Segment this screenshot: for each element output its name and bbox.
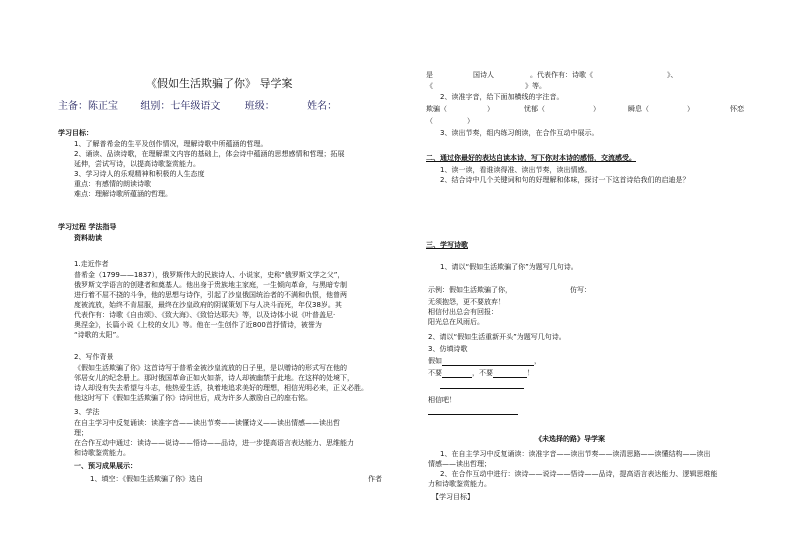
author-line bbox=[58, 100, 337, 113]
believe-label: 相信吧！ bbox=[428, 396, 456, 404]
road-method bbox=[428, 449, 717, 489]
author-intro-line: 进行着不屈不挠的斗争，他的思想与诗作，引起了沙皇俄国统治者的不满和仇恨，他曾两 bbox=[74, 291, 347, 299]
road-line: 力和诗歌鉴赏能力。 bbox=[428, 480, 491, 488]
imitate-if-line: 假如 ， bbox=[428, 357, 541, 365]
author-label: 主备： bbox=[58, 101, 88, 112]
fill-q1-line2 bbox=[426, 81, 546, 91]
road-objectives-heading: 【学习目标】 bbox=[432, 493, 474, 501]
write-poem-q3: 3、仿填诗歌 bbox=[428, 345, 468, 353]
write-poem-q1: 1、请以“假如生活欺骗了你”为题写几句诗。 bbox=[440, 263, 578, 271]
text-representative-works: 。代表作有：诗歌《 bbox=[530, 71, 593, 79]
objective-item: 难点：理解诗歌所蕴涵的哲理。 bbox=[74, 190, 172, 198]
preview-heading: 一、预习成果展示： bbox=[74, 462, 137, 470]
answer-line[interactable] bbox=[428, 414, 518, 415]
road-title: 《未选择的路》导学案 bbox=[535, 435, 605, 443]
left-page-title: 《假如生活欺骗了你》 导学案 bbox=[146, 77, 293, 90]
objective-item: 重点：有感情的朗读诗歌 bbox=[74, 180, 151, 188]
text-country-poet: 国诗人 bbox=[473, 71, 494, 79]
blank[interactable] bbox=[442, 357, 534, 366]
section-2-list bbox=[440, 165, 689, 185]
author-intro-line: “诗歌的太阳”。 bbox=[74, 331, 124, 339]
section-2-item: 1、读一读，看谁读得准、读出节奏，读出情感。 bbox=[440, 166, 592, 174]
paren-close: ） bbox=[467, 117, 474, 125]
paren-close: ） bbox=[687, 105, 694, 113]
example-poem bbox=[428, 297, 505, 327]
background-text bbox=[74, 363, 368, 403]
word-huailian: 怀恋 bbox=[730, 105, 744, 113]
blank[interactable] bbox=[493, 369, 527, 378]
text-not2: ，不要 bbox=[472, 369, 493, 377]
author-intro-line: 度被流放，始终不肯屈服，最终在沙皇政府的阴谋策划下与人决斗而死，年仅38岁。其 bbox=[74, 301, 342, 309]
pinyin-question: 2、读准字音，给下面加横线的字注音。 bbox=[440, 93, 564, 101]
background-line: 诗人却没有失去希望与斗志，他热爱生活，执着地追求美好的理想，相信光明必来，正义必胜。 bbox=[74, 384, 368, 392]
blank[interactable] bbox=[442, 369, 472, 378]
objective-item: 1、了解普希金的生平及创作情况，理解诗歌中所蕴涵的哲理。 bbox=[74, 140, 268, 148]
rhythm-question: 3、读出节奏，组内练习朗读，在合作互动中展示。 bbox=[440, 129, 599, 137]
group-label: 组别： bbox=[140, 101, 171, 112]
background-line: 《假如生活欺骗了你》这首诗写于普希金被沙皇流放的日子里，是以赠诗的形式写在他的 bbox=[74, 364, 347, 372]
imitate-not-line: 不要 ，不要 ！ bbox=[428, 369, 534, 377]
example-line: 相信付出总会有回报： bbox=[428, 308, 498, 316]
background-heading: 2、写作背景 bbox=[74, 353, 114, 361]
objective-item: 3、学习诗人的乐观精神和积极的人生态度 bbox=[74, 170, 205, 178]
objective-item: 2、诵读、品读诗歌，在理解课文内容的基础上，体会诗中蕴涵的思想感情和哲理；拓展 bbox=[74, 150, 345, 158]
imitate-label: 仿写： bbox=[570, 286, 591, 294]
section-3-heading: 三、学写诗歌 bbox=[426, 241, 468, 249]
road-line: 情感——读出哲理； bbox=[428, 460, 491, 468]
answer-line[interactable] bbox=[440, 388, 524, 389]
paren-close: ） bbox=[593, 105, 600, 113]
background-line: 邻居女儿的纪念册上。那时俄国革命正如火如荼，诗人却被幽禁于此地。在这样的处境下， bbox=[74, 374, 354, 382]
section-2-item: 2、结合诗中几个关键词和句的好理解和体味，探讨一下这首诗给我们的启迪是？ bbox=[440, 176, 690, 184]
author-intro-heading: 1.走近作者 bbox=[74, 260, 109, 268]
pinyin-row-2 bbox=[426, 116, 474, 126]
materials-heading: 资料助读 bbox=[74, 234, 102, 242]
group-value: 七年级语文 bbox=[170, 101, 221, 112]
author-intro-line: 俄罗斯文学语言的创建者和奠基人。他出身于贵族地主家庭，一生倾向革命，与黑暗专制 bbox=[74, 281, 347, 289]
word-shunxi: 瞬息（ bbox=[628, 105, 649, 113]
method-heading: 3、学法 bbox=[74, 408, 100, 416]
section-2-heading: 二、通过你最好的表达自读本诗，写下你对本诗的感悟，交流感受。 bbox=[426, 154, 636, 162]
method-text bbox=[74, 418, 354, 458]
author-intro-line: 代表作有：诗歌《自由颂》、《致大海》、《致恰达耶夫》等，以及诗体小说《叶普盖尼· bbox=[74, 311, 336, 319]
process-heading: 学习过程 学法指导 bbox=[58, 223, 117, 231]
method-line: 理； bbox=[74, 429, 88, 437]
word-qipian: 欺骗（ bbox=[426, 105, 447, 113]
road-line: 2、在合作互动中进行：读诗——说诗——悟诗——品诗，提高语言表达能力、逻辑思维能 bbox=[440, 470, 718, 478]
class-label: 班级： bbox=[244, 101, 275, 112]
paren-open: （ bbox=[426, 117, 433, 125]
write-poem-q2: 2、请以“假如生活重新开头”为题写几句诗。 bbox=[428, 333, 566, 341]
paren-close: ） bbox=[487, 105, 494, 113]
fill-q1-continued bbox=[426, 70, 678, 80]
background-line: 他这时写下《假如生活欺骗了你》诗问世后，成为许多人激励自己的座右铭。 bbox=[74, 394, 312, 402]
author-intro-line: 奥涅金》，长篇小说《上校的女儿》等。他在一生创作了近800首抒情诗，被誉为 bbox=[74, 321, 322, 329]
author-intro bbox=[74, 270, 347, 340]
text-not1: 不要 bbox=[428, 369, 442, 377]
example-line: 无须抱怨，更不要放弃！ bbox=[428, 298, 505, 306]
author-intro-line: 普希金（1799——1837），俄罗斯伟大的民族诗人、小说家，史称“俄罗斯文学之父”， bbox=[74, 271, 345, 279]
text-if: 假如 bbox=[428, 357, 442, 365]
fill-question-1-author: 作者 bbox=[368, 475, 382, 483]
pinyin-row bbox=[426, 104, 744, 114]
text-close-bracket: 》、 bbox=[667, 71, 678, 79]
text-etc: 》等。 bbox=[525, 82, 546, 90]
fill-question-1: 1、填空：《假如生活欺骗了你》选自 bbox=[90, 475, 203, 483]
text-is: 是 bbox=[426, 71, 433, 79]
objectives-heading: 学习目标： bbox=[58, 129, 93, 137]
name-label: 姓名： bbox=[307, 101, 338, 112]
objectives-list bbox=[74, 139, 344, 199]
author-name: 陈正宝 bbox=[88, 101, 118, 112]
text-open-bracket: 《 bbox=[426, 82, 433, 90]
method-line: 在自主学习中反复诵读：读准字音——读出节奏——读懂诗义——读出情感——读出哲 bbox=[74, 419, 340, 427]
method-line: 和诗歌鉴赏能力。 bbox=[74, 449, 130, 457]
method-line: 在合作互动中通过：读诗——说诗——悟诗——品诗，进一步提高语言表达能力、思维能力 bbox=[74, 439, 354, 447]
road-line: 1、在自主学习中反复诵读：读准字音——读出节奏——读清思路——读懂结构——读出 bbox=[440, 450, 711, 458]
objective-item: 延伸，尝试写诗，以提高诗歌鉴赏能力。 bbox=[74, 160, 200, 168]
word-youyu: 忧郁（ bbox=[524, 105, 545, 113]
example-line: 阳光总在风雨后。 bbox=[428, 318, 484, 326]
example-label: 示例：假如生活欺骗了你， bbox=[428, 286, 512, 294]
